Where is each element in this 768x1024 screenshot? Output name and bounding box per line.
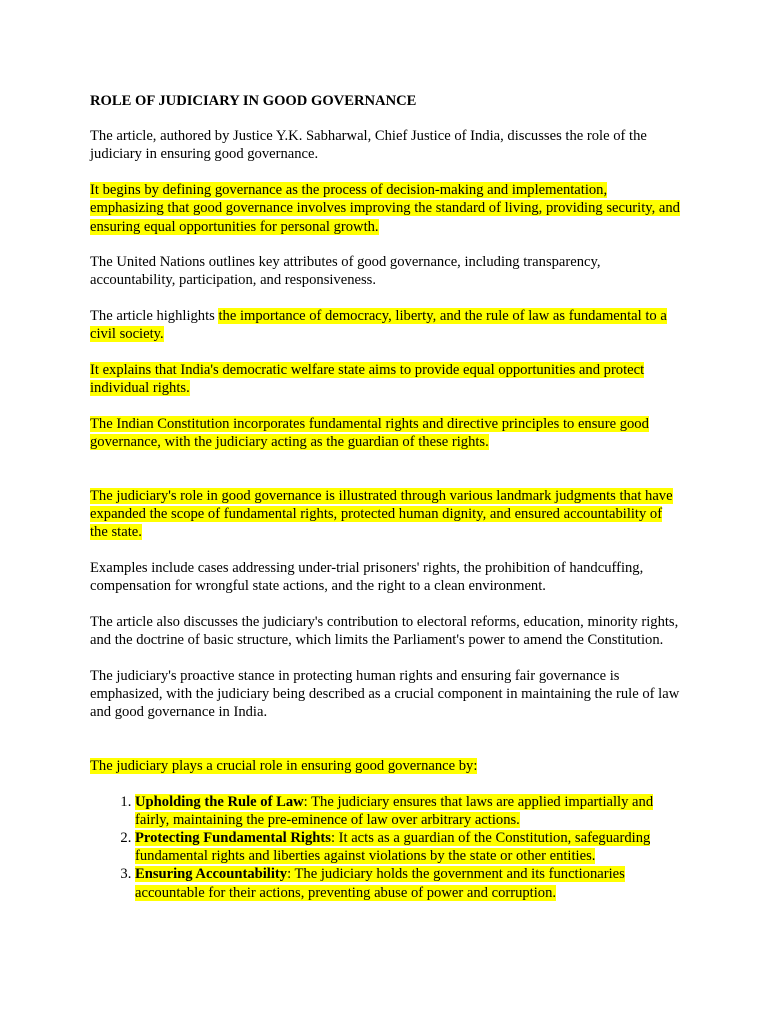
highlighted-text: It explains that India's democratic welfare state aims to provide equal opportunities and protect individual rights. — [90, 362, 645, 397]
paragraph-proactive-stance — [90, 667, 680, 722]
paragraph-examples — [90, 559, 680, 595]
list-item-text — [135, 794, 653, 828]
paragraph-electoral-reforms-text: The article also discusses the judiciary's contribution to electoral reforms, education, minority rights, and the doctrine of basic structure, which limits the Parliament's power to amend the Constitution. — [90, 613, 679, 649]
numbered-list — [90, 793, 680, 902]
blank-line — [90, 739, 680, 757]
paragraph-intro — [90, 127, 680, 163]
list-item — [135, 865, 680, 901]
list-item-text — [135, 830, 650, 864]
paragraph-examples-text: Examples include cases addressing under-trial prisoners' rights, the prohibition of handcuffing, compensation for wrongful state actions, and the right to a clean environment. — [90, 559, 644, 595]
paragraph-highlights-plain: The article highlights — [90, 308, 219, 325]
list-item — [135, 829, 680, 865]
paragraph-governance-definition — [90, 181, 680, 236]
paragraph-intro-text: The article, authored by Justice Y.K. Sabharwal, Chief Justice of India, discusses the role of the judiciary in ensuring good governance. — [90, 128, 647, 163]
paragraph-constitution — [90, 415, 680, 451]
list-item-text — [135, 866, 625, 900]
highlighted-text: the importance of democracy, liberty, and the rule of law as fundamental to a civil society. — [90, 308, 667, 343]
paragraph-electoral-reforms — [90, 613, 680, 649]
list-item-term: Protecting Fundamental Rights — [135, 829, 331, 846]
blank-line — [90, 469, 680, 487]
document-title: ROLE OF JUDICIARY IN GOOD GOVERNANCE — [90, 93, 417, 109]
paragraph-highlights — [90, 307, 680, 343]
list-item-description: : The judiciary holds the government and its functionaries accountable for their actions, preventing abuse of power and corruption. — [135, 866, 625, 901]
highlighted-text: It begins by defining governance as the process of decision-making and implementation, emphasizing that good governance involves improving the standard of living, providing security, and ensuring equal opportunities for personal growth. — [90, 182, 680, 235]
list-item-description: : It acts as a guardian of the Constitution, safeguarding fundamental rights and liberties against violations by the state or other entities. — [135, 829, 651, 865]
paragraph-landmark-judgments — [90, 487, 680, 542]
list-intro — [90, 757, 680, 775]
highlighted-text: The judiciary's role in good governance is illustrated through various landmark judgments that have expanded the scope of fundamental rights, protected human dignity, and ensured accountability of the state. — [90, 487, 673, 541]
document-body — [90, 92, 680, 902]
highlighted-text: The judiciary plays a crucial role in ensuring good governance by: — [90, 757, 478, 774]
list-item-description: : The judiciary ensures that laws are applied impartially and fairly, maintaining the pre-eminence of law over arbitrary actions. — [135, 793, 654, 828]
list-item-term: Ensuring Accountability — [135, 866, 288, 883]
paragraph-proactive-stance-text: The judiciary's proactive stance in protecting human rights and ensuring fair governance is emphasized, with the judiciary being described as a crucial component in maintaining the rule of law and good governance in India. — [90, 667, 680, 721]
highlighted-text: The Indian Constitution incorporates fundamental rights and directive principles to ensure good governance, with the judiciary acting as the guardian of these rights. — [90, 415, 649, 451]
list-item-term: Upholding the Rule of Law — [135, 793, 304, 810]
list-item — [135, 793, 680, 829]
paragraph-un-attributes — [90, 253, 680, 289]
paragraph-un-attributes-text: The United Nations outlines key attributes of good governance, including transparency, accountability, participation, and responsiveness. — [90, 254, 601, 289]
paragraph-welfare-state — [90, 361, 680, 397]
